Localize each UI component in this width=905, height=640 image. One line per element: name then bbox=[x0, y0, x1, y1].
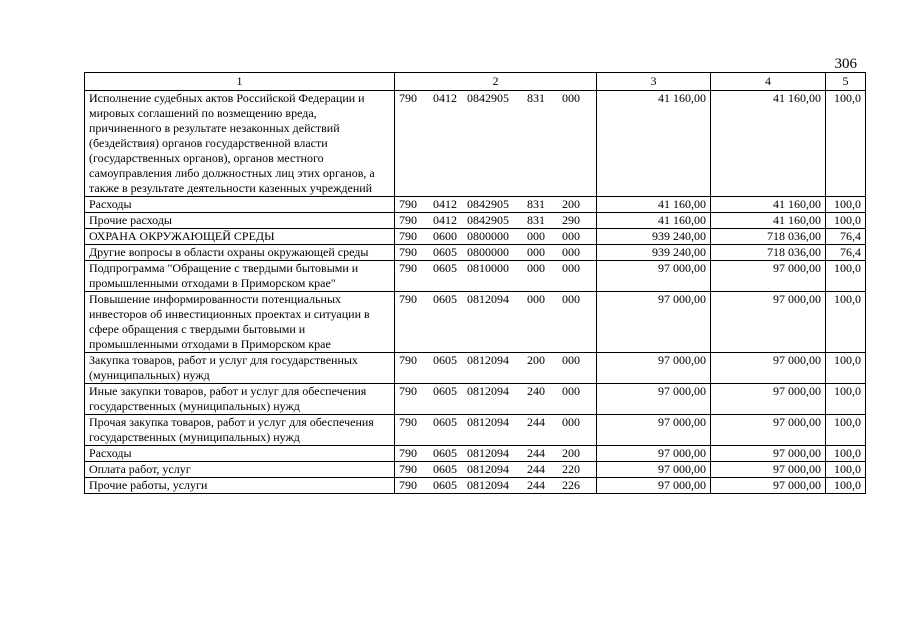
header-col-3: 3 bbox=[597, 73, 711, 91]
executed-amount: 97 000,00 bbox=[711, 462, 826, 478]
section-code: 0605 bbox=[433, 261, 457, 275]
row-name: Повышение информированности потенциальных инвесторов об инвестиционных проектах и ситуации в сфере обращения с твердыми бытовыми и промышленными отходами в Приморском крае bbox=[85, 292, 395, 353]
executed-amount: 97 000,00 bbox=[711, 446, 826, 462]
expense-type-code: 240 bbox=[527, 384, 545, 398]
budget-table bbox=[84, 72, 866, 494]
execution-percent: 100,0 bbox=[826, 415, 866, 446]
kosgu-code: 200 bbox=[562, 446, 580, 460]
kosgu-code: 000 bbox=[562, 353, 580, 367]
header-col-1: 1 bbox=[85, 73, 395, 91]
row-codes bbox=[395, 213, 597, 229]
section-code: 0412 bbox=[433, 91, 457, 105]
section-code: 0605 bbox=[433, 353, 457, 367]
admin-code: 790 bbox=[399, 229, 417, 243]
kosgu-code: 290 bbox=[562, 213, 580, 227]
expense-type-code: 244 bbox=[527, 462, 545, 476]
planned-amount: 97 000,00 bbox=[597, 384, 711, 415]
row-codes bbox=[395, 478, 597, 494]
row-name: Закупка товаров, работ и услуг для государственных (муниципальных) нужд bbox=[85, 353, 395, 384]
row-name: Расходы bbox=[85, 446, 395, 462]
planned-amount: 939 240,00 bbox=[597, 245, 711, 261]
kosgu-code: 000 bbox=[562, 384, 580, 398]
table-row bbox=[85, 462, 866, 478]
expense-type-code: 000 bbox=[527, 229, 545, 243]
admin-code: 790 bbox=[399, 446, 417, 460]
row-codes bbox=[395, 245, 597, 261]
planned-amount: 97 000,00 bbox=[597, 261, 711, 292]
planned-amount: 41 160,00 bbox=[597, 213, 711, 229]
planned-amount: 97 000,00 bbox=[597, 415, 711, 446]
section-code: 0605 bbox=[433, 462, 457, 476]
planned-amount: 97 000,00 bbox=[597, 462, 711, 478]
kosgu-code: 220 bbox=[562, 462, 580, 476]
planned-amount: 41 160,00 bbox=[597, 91, 711, 197]
row-name: Оплата работ, услуг bbox=[85, 462, 395, 478]
table-row bbox=[85, 384, 866, 415]
row-codes bbox=[395, 91, 597, 197]
row-name: Подпрограмма "Обращение с твердыми бытовыми и промышленными отходами в Приморском крае" bbox=[85, 261, 395, 292]
row-codes bbox=[395, 446, 597, 462]
planned-amount: 97 000,00 bbox=[597, 353, 711, 384]
admin-code: 790 bbox=[399, 197, 417, 211]
header-row bbox=[85, 73, 866, 91]
planned-amount: 97 000,00 bbox=[597, 478, 711, 494]
row-codes bbox=[395, 261, 597, 292]
planned-amount: 41 160,00 bbox=[597, 197, 711, 213]
admin-code: 790 bbox=[399, 384, 417, 398]
row-name: Иные закупки товаров, работ и услуг для обеспечения государственных (муниципальных) нужд bbox=[85, 384, 395, 415]
execution-percent: 100,0 bbox=[826, 478, 866, 494]
expense-type-code: 000 bbox=[527, 245, 545, 259]
executed-amount: 41 160,00 bbox=[711, 213, 826, 229]
expense-type-code: 831 bbox=[527, 213, 545, 227]
row-codes bbox=[395, 415, 597, 446]
execution-percent: 100,0 bbox=[826, 91, 866, 197]
row-codes bbox=[395, 229, 597, 245]
row-name: Другие вопросы в области охраны окружающей среды bbox=[85, 245, 395, 261]
executed-amount: 97 000,00 bbox=[711, 353, 826, 384]
row-name: Прочие работы, услуги bbox=[85, 478, 395, 494]
planned-amount: 939 240,00 bbox=[597, 229, 711, 245]
target-article-code: 0842905 bbox=[467, 197, 509, 211]
target-article-code: 0800000 bbox=[467, 229, 509, 243]
target-article-code: 0812094 bbox=[467, 353, 509, 367]
admin-code: 790 bbox=[399, 91, 417, 105]
admin-code: 790 bbox=[399, 478, 417, 492]
table-row bbox=[85, 213, 866, 229]
target-article-code: 0812094 bbox=[467, 478, 509, 492]
admin-code: 790 bbox=[399, 213, 417, 227]
section-code: 0600 bbox=[433, 229, 457, 243]
kosgu-code: 000 bbox=[562, 415, 580, 429]
target-article-code: 0810000 bbox=[467, 261, 509, 275]
section-code: 0412 bbox=[433, 213, 457, 227]
row-codes bbox=[395, 197, 597, 213]
table-row bbox=[85, 91, 866, 197]
executed-amount: 97 000,00 bbox=[711, 261, 826, 292]
target-article-code: 0812094 bbox=[467, 292, 509, 306]
executed-amount: 718 036,00 bbox=[711, 229, 826, 245]
executed-amount: 41 160,00 bbox=[711, 91, 826, 197]
section-code: 0412 bbox=[433, 197, 457, 211]
row-codes bbox=[395, 384, 597, 415]
kosgu-code: 226 bbox=[562, 478, 580, 492]
target-article-code: 0812094 bbox=[467, 384, 509, 398]
section-code: 0605 bbox=[433, 384, 457, 398]
execution-percent: 100,0 bbox=[826, 462, 866, 478]
kosgu-code: 000 bbox=[562, 91, 580, 105]
row-name: ОХРАНА ОКРУЖАЮЩЕЙ СРЕДЫ bbox=[85, 229, 395, 245]
row-name: Прочие расходы bbox=[85, 213, 395, 229]
row-codes bbox=[395, 292, 597, 353]
header-col-4: 4 bbox=[711, 73, 826, 91]
header-col-2: 2 bbox=[395, 73, 597, 91]
kosgu-code: 200 bbox=[562, 197, 580, 211]
section-code: 0605 bbox=[433, 478, 457, 492]
execution-percent: 100,0 bbox=[826, 292, 866, 353]
kosgu-code: 000 bbox=[562, 292, 580, 306]
admin-code: 790 bbox=[399, 292, 417, 306]
executed-amount: 97 000,00 bbox=[711, 415, 826, 446]
table-row bbox=[85, 415, 866, 446]
execution-percent: 100,0 bbox=[826, 261, 866, 292]
execution-percent: 100,0 bbox=[826, 384, 866, 415]
table-row bbox=[85, 292, 866, 353]
target-article-code: 0800000 bbox=[467, 245, 509, 259]
row-name: Расходы bbox=[85, 197, 395, 213]
page-number: 306 bbox=[834, 56, 857, 72]
planned-amount: 97 000,00 bbox=[597, 446, 711, 462]
admin-code: 790 bbox=[399, 462, 417, 476]
row-name: Прочая закупка товаров, работ и услуг для обеспечения государственных (муниципальных) нужд bbox=[85, 415, 395, 446]
executed-amount: 41 160,00 bbox=[711, 197, 826, 213]
expense-type-code: 244 bbox=[527, 478, 545, 492]
table-row bbox=[85, 353, 866, 384]
section-code: 0605 bbox=[433, 415, 457, 429]
execution-percent: 76,4 bbox=[826, 229, 866, 245]
section-code: 0605 bbox=[433, 446, 457, 460]
target-article-code: 0812094 bbox=[467, 446, 509, 460]
admin-code: 790 bbox=[399, 245, 417, 259]
expense-type-code: 244 bbox=[527, 446, 545, 460]
table-row bbox=[85, 197, 866, 213]
executed-amount: 97 000,00 bbox=[711, 478, 826, 494]
admin-code: 790 bbox=[399, 261, 417, 275]
expense-type-code: 831 bbox=[527, 91, 545, 105]
table-row bbox=[85, 446, 866, 462]
target-article-code: 0812094 bbox=[467, 462, 509, 476]
table-row bbox=[85, 261, 866, 292]
expense-type-code: 244 bbox=[527, 415, 545, 429]
execution-percent: 76,4 bbox=[826, 245, 866, 261]
table-row bbox=[85, 478, 866, 494]
row-codes bbox=[395, 462, 597, 478]
target-article-code: 0842905 bbox=[467, 213, 509, 227]
table-row bbox=[85, 245, 866, 261]
target-article-code: 0842905 bbox=[467, 91, 509, 105]
table-body bbox=[85, 91, 866, 494]
table-row bbox=[85, 229, 866, 245]
admin-code: 790 bbox=[399, 353, 417, 367]
kosgu-code: 000 bbox=[562, 229, 580, 243]
header-col-5: 5 bbox=[826, 73, 866, 91]
expense-type-code: 000 bbox=[527, 261, 545, 275]
admin-code: 790 bbox=[399, 415, 417, 429]
kosgu-code: 000 bbox=[562, 245, 580, 259]
row-name: Исполнение судебных актов Российской Федерации и мировых соглашений по возмещению вреда, причиненного в результате незаконных действий (бездействия) органов государственной власти (государственных органов), органов местного самоуправления либо должностных лиц этих органов, а также в результате деятельности казенных учреждений bbox=[85, 91, 395, 197]
expense-type-code: 831 bbox=[527, 197, 545, 211]
execution-percent: 100,0 bbox=[826, 446, 866, 462]
section-code: 0605 bbox=[433, 292, 457, 306]
kosgu-code: 000 bbox=[562, 261, 580, 275]
executed-amount: 718 036,00 bbox=[711, 245, 826, 261]
section-code: 0605 bbox=[433, 245, 457, 259]
executed-amount: 97 000,00 bbox=[711, 292, 826, 353]
execution-percent: 100,0 bbox=[826, 353, 866, 384]
execution-percent: 100,0 bbox=[826, 197, 866, 213]
planned-amount: 97 000,00 bbox=[597, 292, 711, 353]
expense-type-code: 000 bbox=[527, 292, 545, 306]
executed-amount: 97 000,00 bbox=[711, 384, 826, 415]
row-codes bbox=[395, 353, 597, 384]
expense-type-code: 200 bbox=[527, 353, 545, 367]
execution-percent: 100,0 bbox=[826, 213, 866, 229]
target-article-code: 0812094 bbox=[467, 415, 509, 429]
